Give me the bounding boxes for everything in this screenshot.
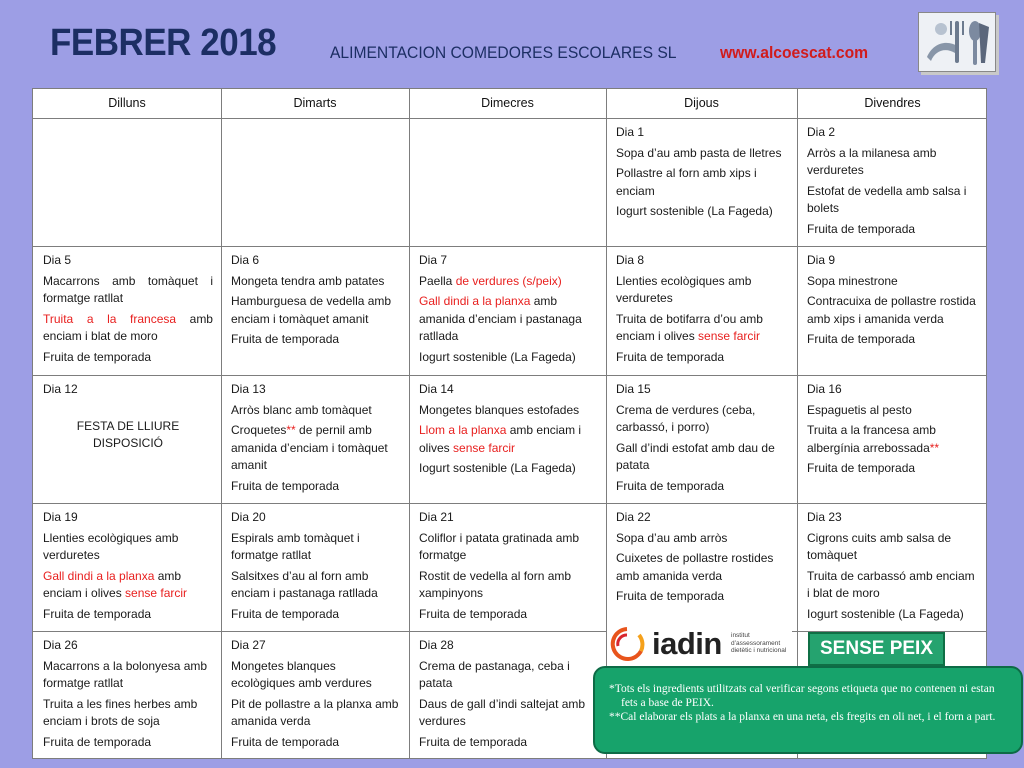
menu-text: Hamburguesa de vedella amb enciam i tomàquet amanit [231, 294, 392, 326]
menu-text: Dia 8 [616, 253, 645, 267]
menu-item [807, 530, 980, 565]
menu-text: Gall d’indi estofat amb dau de patata [616, 440, 775, 472]
menu-item [231, 273, 401, 291]
menu-text: Croquetes [231, 423, 287, 437]
menu-item [807, 460, 980, 478]
menu-item [231, 422, 401, 475]
day-cell [221, 631, 409, 760]
menu-item [419, 402, 598, 420]
day-number [231, 381, 401, 399]
menu-text: Fruita de temporada [43, 734, 152, 749]
highlighted-text: Truita a la francesa [43, 311, 177, 326]
menu-text: Daus de gall d’indi saltejat amb verdures [419, 696, 586, 728]
day-cell [221, 118, 409, 246]
menu-item [231, 606, 401, 624]
menu-text: Fruita de temporada [616, 349, 725, 364]
menu-text: Fruita de temporada [616, 478, 725, 493]
menu-item [43, 273, 213, 308]
menu-item [616, 478, 789, 496]
day-number [419, 252, 598, 270]
day-cell [797, 118, 988, 246]
menu-text: Iogurt sostenible (La Fageda) [419, 461, 576, 475]
day-cell [33, 631, 221, 760]
menu-item [231, 530, 401, 565]
menu-item [419, 273, 598, 291]
menu-text: amb amanida d’enciam i pastanaga ratllada [419, 294, 582, 343]
menu-text: Fruita de temporada [807, 221, 916, 236]
menu-text: Rostit de vedella al forn amb xampinyons [419, 568, 572, 600]
highlighted-text: sense farcir [125, 586, 188, 600]
highlighted-text: Llom a la planxa [419, 423, 507, 437]
menu-item [43, 696, 213, 731]
menu-text: Macarrons amb tomàquet i formatge ratllat [43, 273, 213, 305]
day-cell [409, 375, 606, 503]
menu-text: Dia 22 [616, 510, 651, 524]
day-cell [221, 503, 409, 631]
menu-item [419, 568, 598, 603]
menu-item [807, 273, 980, 291]
menu-text: Dia 7 [419, 253, 448, 267]
menu-item [807, 402, 980, 420]
menu-text: Iogurt sostenible (La Fageda) [807, 606, 964, 621]
menu-text: Fruita de temporada [231, 478, 340, 493]
menu-text: Dia 19 [43, 510, 78, 524]
day-number [231, 637, 401, 655]
menu-text: Cigrons cuits amb salsa de tomàquet [807, 530, 952, 562]
menu-item [231, 293, 401, 328]
day-cell [33, 375, 221, 503]
highlighted-text: ** [929, 440, 940, 455]
menu-item [419, 293, 598, 346]
menu-text: Cuixetes de pollastre rostides amb amanida verda [616, 551, 774, 583]
menu-item [807, 606, 980, 624]
menu-item [419, 530, 598, 565]
menu-item [419, 734, 598, 752]
day-number [43, 252, 213, 270]
menu-text: Dia 20 [231, 510, 266, 524]
menu-item [231, 696, 401, 731]
day-number [419, 381, 598, 399]
highlighted-text: Gall dindi a la planxa [419, 294, 531, 308]
menu-text: Dia 1 [616, 125, 645, 139]
sense-peix-badge: SENSE PEIX [808, 632, 945, 666]
menu-item [43, 568, 213, 603]
menu-text: Mongeta tendra amb patates [231, 273, 385, 288]
menu-item [231, 331, 401, 349]
menu-text: Fruita de temporada [419, 606, 528, 621]
menu-text: Llenties ecològiques amb verduretes [43, 530, 179, 562]
menu-text: de pernil amb amanida d’enciam i tomàquet amanit [231, 423, 388, 472]
cutlery-logo-icon [919, 13, 995, 71]
menu-item [43, 418, 213, 453]
day-number [807, 252, 980, 270]
menu-text: Fruita de temporada [231, 734, 340, 749]
menu-text: Fruita de temporada [807, 332, 916, 346]
page-title: FEBRER 2018 [50, 22, 277, 64]
menu-text: Dia 12 [43, 382, 78, 396]
menu-item [419, 460, 598, 478]
menu-item [807, 331, 980, 349]
menu-text: amb enciam i olives [419, 423, 582, 455]
day-number [231, 252, 401, 270]
menu-text: Dia 13 [231, 382, 266, 396]
menu-item [807, 422, 980, 457]
menu-item [419, 696, 598, 731]
menu-text: Dia 26 [43, 638, 78, 652]
menu-item [231, 658, 401, 693]
menu-item [807, 183, 980, 218]
menu-item [43, 606, 213, 624]
day-number [616, 252, 789, 270]
day-cell [606, 118, 797, 246]
day-cell [33, 246, 221, 375]
day-cell [221, 375, 409, 503]
menu-text: Estofat de vedella amb salsa i bolets [807, 183, 967, 215]
menu-text: Arròs a la milanesa amb verduretes [807, 145, 937, 177]
column-header-divendres: Divendres [864, 96, 921, 110]
day-number [807, 509, 980, 527]
menu-text: Truita de carbassó amb enciam i blat de moro [807, 568, 975, 600]
menu-item [231, 734, 401, 752]
day-number [419, 637, 598, 655]
day-number [43, 509, 213, 527]
menu-text: Salsitxes d’au al forn amb enciam i pastanaga ratllada [231, 568, 378, 600]
menu-text: Dia 5 [43, 253, 72, 267]
highlighted-text: sense farcir [698, 329, 761, 343]
day-cell [606, 375, 797, 503]
menu-text: Fruita de temporada [419, 734, 528, 749]
menu-text: Dia 16 [807, 382, 842, 396]
menu-text: Fruita de temporada [43, 606, 152, 621]
menu-item [616, 588, 789, 606]
column-header-dilluns: Dilluns [108, 96, 146, 110]
company-name: ALIMENTACION COMEDORES ESCOLARES SL [330, 43, 677, 62]
menu-text: FESTA DE LLIURE DISPOSICIÓ [76, 418, 180, 450]
menu-item [807, 568, 980, 603]
day-number [43, 637, 213, 655]
day-cell [33, 118, 221, 246]
menu-text: Arròs blanc amb tomàquet [231, 402, 372, 417]
menu-text: Paella [419, 273, 456, 288]
day-number [807, 381, 980, 399]
menu-text: Contracuixa de pollastre rostida amb xips i amanida verda [807, 294, 976, 326]
day-cell [797, 375, 988, 503]
menu-text: Dia 9 [807, 253, 836, 267]
allergen-notes [593, 666, 1023, 754]
menu-text: Fruita de temporada [43, 349, 152, 364]
highlighted-text: Gall dindi a la planxa [43, 568, 155, 583]
day-number [231, 509, 401, 527]
day-number [807, 124, 980, 142]
menu-item [419, 349, 598, 367]
menu-text: Fruita de temporada [231, 332, 340, 346]
menu-text: Macarrons a la bolonyesa amb formatge ratllat [43, 658, 208, 690]
day-number [616, 124, 789, 142]
menu-text: Dia 6 [231, 253, 260, 267]
menu-item [43, 530, 213, 565]
menu-item [43, 658, 213, 693]
day-cell [409, 631, 606, 760]
iadin-logo [607, 624, 792, 664]
menu-text: Espaguetis al pesto [807, 402, 912, 417]
menu-item [616, 203, 789, 221]
day-cell [221, 246, 409, 375]
menu-item [43, 349, 213, 367]
menu-text: Dia 28 [419, 638, 454, 652]
day-number [419, 509, 598, 527]
menu-item [43, 734, 213, 752]
day-cell [797, 503, 988, 631]
menu-text: Dia 14 [419, 382, 454, 396]
menu-item [616, 550, 789, 585]
menu-text: Pollastre al forn amb xips i enciam [616, 166, 757, 198]
menu-item [419, 658, 598, 693]
menu-text: amb enciam i blat de moro [43, 311, 213, 343]
day-cell [797, 246, 988, 375]
day-cell [606, 503, 797, 631]
menu-item [419, 422, 598, 457]
menu-item [616, 145, 789, 163]
menu-item [616, 349, 789, 367]
menu-text: Dia 23 [807, 510, 842, 524]
menu-item [616, 311, 789, 346]
menu-item [807, 293, 980, 328]
menu-text: Dia 27 [231, 638, 266, 652]
menu-item [231, 402, 401, 420]
day-cell [409, 118, 606, 246]
menu-text: Iogurt sostenible (La Fageda) [419, 349, 576, 364]
menu-item [231, 478, 401, 496]
menu-item [616, 440, 789, 475]
menu-item [231, 568, 401, 603]
menu-item [807, 145, 980, 180]
highlighted-text: ** [286, 423, 296, 437]
menu-text: Truita a la francesa amb albergínia arrebossada [807, 423, 936, 455]
note-line-2: **Cal elaborar els plats a la planxa en una neta, els fregits en oli net, i el forn a part. [609, 711, 996, 723]
column-header-dijous: Dijous [684, 96, 719, 110]
day-cell [33, 503, 221, 631]
menu-text: Dia 2 [807, 125, 836, 139]
menu-text: Fruita de temporada [807, 461, 916, 475]
company-logo [918, 12, 996, 72]
menu-text: Truita de botifarra d’ou amb enciam i olives [616, 311, 763, 343]
highlighted-text: sense farcir [453, 440, 516, 455]
menu-text: Espirals amb tomàquet i formatge ratllat [231, 530, 360, 562]
day-number [616, 381, 789, 399]
highlighted-text: de verdures (s/peix) [455, 273, 562, 288]
column-header-dimarts: Dimarts [293, 96, 337, 110]
day-cell [606, 246, 797, 375]
column-header-dimecres: Dimecres [481, 96, 534, 110]
menu-text: Sopa d’au amb arròs [616, 530, 728, 545]
menu-text: Sopa d’au amb pasta de lletres [616, 145, 782, 160]
menu-item [616, 402, 789, 437]
note-line-1: *Tots els ingredients utilitzats cal verificar segons etiqueta que no contenen ni estan fets a base de PEIX. [609, 683, 995, 709]
day-cell [409, 503, 606, 631]
menu-item [616, 273, 789, 308]
iadin-subtitle: institut d’assessorament dietètic i nutricional [731, 632, 787, 654]
menu-item [43, 311, 213, 346]
menu-text: Crema de verdures (ceba, carbassó, i porro) [616, 402, 756, 434]
menu-item [419, 606, 598, 624]
menu-text: amb enciam i olives [43, 568, 182, 600]
menu-text: Truita a les fines herbes amb enciam i brots de soja [43, 696, 198, 728]
menu-text: Fruita de temporada [231, 606, 340, 621]
menu-item [616, 530, 789, 548]
menu-item [807, 221, 980, 239]
menu-text: Sopa minestrone [807, 273, 898, 288]
menu-text: Fruita de temporada [616, 589, 725, 603]
menu-text: Llenties ecològiques amb verduretes [616, 273, 752, 305]
menu-text: Pit de pollastre a la planxa amb amanida verda [231, 696, 399, 728]
day-cell [409, 246, 606, 375]
iadin-name: iadin [652, 626, 722, 661]
day-number [616, 509, 789, 527]
menu-item [616, 165, 789, 200]
day-number [43, 381, 213, 399]
website-link[interactable]: www.alcoescat.com [720, 43, 869, 62]
menu-text: Dia 15 [616, 382, 651, 396]
menu-text: Iogurt sostenible (La Fageda) [616, 204, 773, 218]
menu-text: Coliflor i patata gratinada amb formatge [419, 530, 580, 562]
menu-text: Crema de pastanaga, ceba i patata [419, 658, 570, 690]
menu-text: Mongetes blanques ecològiques amb verdures [231, 658, 372, 690]
menu-text: Dia 21 [419, 510, 454, 524]
menu-text: Mongetes blanques estofades [419, 402, 580, 417]
